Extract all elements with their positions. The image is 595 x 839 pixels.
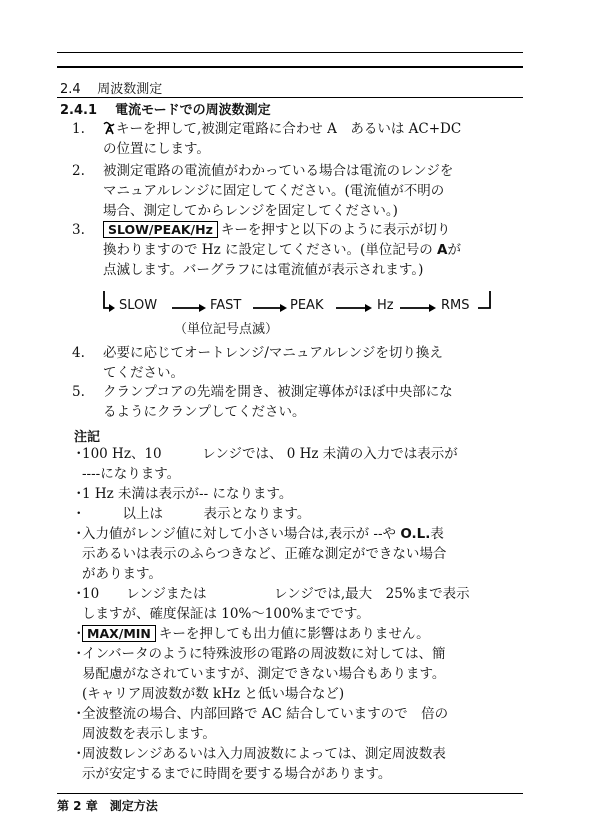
note-line: 表: [430, 526, 444, 542]
subsection-title: 電流モードでの周波数測定: [115, 103, 271, 118]
subsection-number: 2.4.1: [60, 103, 98, 118]
section-number: 2.4: [60, 82, 81, 97]
note-line: 10 レンジまたは レンジでは,最大 25%まで表示: [82, 586, 470, 602]
step-3: [72, 220, 524, 280]
top-rule: [57, 52, 523, 53]
section-title: 周波数測定: [97, 82, 163, 97]
flow-slow: SLOW: [119, 298, 158, 313]
step-number: 5.: [72, 384, 85, 400]
unit-blink-note: （単位記号点滅）: [174, 322, 279, 337]
note-line: 全波整流の場合、内部回路で AC 結合していますので 倍の: [82, 706, 449, 722]
step-4: [72, 343, 524, 383]
step-5: [72, 382, 524, 422]
step-number: 1.: [72, 121, 85, 137]
note-line: 1 Hz 未満は表示が-- になります。: [82, 486, 293, 502]
step-line: キーを押して,被測定電路に合わせ A あるいは AC+DC: [116, 121, 462, 137]
note-line: 易配慮がなされていますが、測定できない場合もあります。: [82, 666, 446, 682]
step-line: 換わりますので Hz に設定してください。(単位記号の: [103, 242, 433, 258]
note-line: インバータのように特殊波形の電路の周波数に対しては、簡: [82, 646, 446, 662]
note-line: 入力値がレンジ値に対して小さい場合は,表示が --や: [82, 526, 401, 542]
step-line: が: [447, 242, 461, 258]
step-line: るようにクランプしてください。: [103, 404, 306, 420]
section-heading: [60, 78, 162, 97]
footer-rule: [57, 793, 523, 794]
max-min-key[interactable]: MAX/MIN: [82, 625, 156, 642]
slow-peak-hz-key[interactable]: SLOW/PEAK/Hz: [103, 221, 218, 238]
step-1: [72, 119, 524, 159]
step-line: クランプコアの先端を開き、被測定導体がほぼ中央部にな: [103, 384, 453, 400]
step-line: 被測定電路の電流値がわかっている場合は電流のレンジを: [103, 163, 454, 179]
note-line: があります。: [82, 566, 162, 582]
note-line: キーを押しても出力値に影響はありません。: [158, 626, 430, 642]
step-line: の位置にします。: [103, 141, 210, 157]
step-number: 3.: [72, 222, 85, 238]
notes-heading: 注記: [74, 430, 101, 445]
note-line: しますが、確度保証は 10%～100%までです。: [82, 606, 370, 622]
note-line: (キャリア周波数が数 kHz と低い場合など): [82, 686, 345, 702]
footer-chapter: 第 2 章 測定方法: [57, 799, 158, 813]
note-line: 周波数を表示します。: [82, 726, 216, 742]
note-line: ----になります。: [82, 466, 181, 482]
header-rule: [57, 66, 523, 68]
unit-symbol: A: [437, 242, 448, 258]
flow-rms: RMS: [441, 298, 470, 313]
mode-cycle-diagram: [100, 291, 492, 321]
step-line: キーを押すと以下のように表示が切り: [220, 222, 451, 238]
note-line: 示が安定するまでに時間を要する場合があります。: [82, 766, 392, 782]
notes-list: ・ 100 Hz、10 レンジでは、 0 Hz 未満の入力では表示が ----になります。 ・ 1 Hz 未満は表示が-- になります。 ・ 以上は 表示となります。 ・ 入力値がレンジ値に対して小さい場合は,表示が --や O.L.表 示あるいは表示のふらつきなど、正確な測定ができない場合 があります。 ・ 10 レンジまたは レンジでは,最大 25%まで表示 しますが、確度保証は 10%～100%までです。 ・ MAX/MIN キーを押しても出力値に影響はありません。 ・ インバータのように特殊波形の電路の周波数に対しては、簡 易配慮がなされていますが、測定できない場合もあります。 (キャリア周波数が数 kHz と低い場合など) ・ 全波整流の場合、内部回路で AC 結合していますので 倍の 周波数を表示します。 ・ 周波数レンジあるいは入力周波数によっては、測定周波数表 示が安定するまでに時間を要する場合があります。: [72, 444, 524, 784]
ac-dc-selector-icon: [103, 121, 116, 135]
step-line: 場合、測定してからレンジを固定してください。): [103, 203, 398, 219]
note-line: 以上は 表示となります。: [82, 506, 311, 522]
subsection-heading: [60, 99, 271, 118]
step-number: 2.: [72, 163, 85, 179]
section-rule: [57, 97, 523, 98]
ol-indicator: O.L.: [400, 526, 431, 542]
step-2: [72, 161, 524, 221]
step-line: 必要に応じてオートレンジ/マニュアルレンジを切り換え: [103, 345, 443, 361]
note-line: 100 Hz、10 レンジでは、 0 Hz 未満の入力では表示が: [82, 446, 458, 462]
flow-fast: FAST: [210, 298, 242, 313]
note-line: 周波数レンジあるいは入力周波数によっては、測定周波数表: [82, 746, 446, 762]
step-line: マニュアルレンジに固定してください。(電流値が不明の: [103, 183, 445, 199]
flow-hz: Hz: [377, 298, 394, 313]
step-number: 4.: [72, 345, 85, 361]
step-line: てください。: [103, 365, 184, 381]
flow-peak: PEAK: [290, 298, 324, 313]
step-line: 点滅します。バーグラフには電流値が表示されます。): [103, 262, 424, 278]
note-line: 示あるいは表示のふらつきなど、正確な測定ができない場合: [82, 546, 447, 562]
